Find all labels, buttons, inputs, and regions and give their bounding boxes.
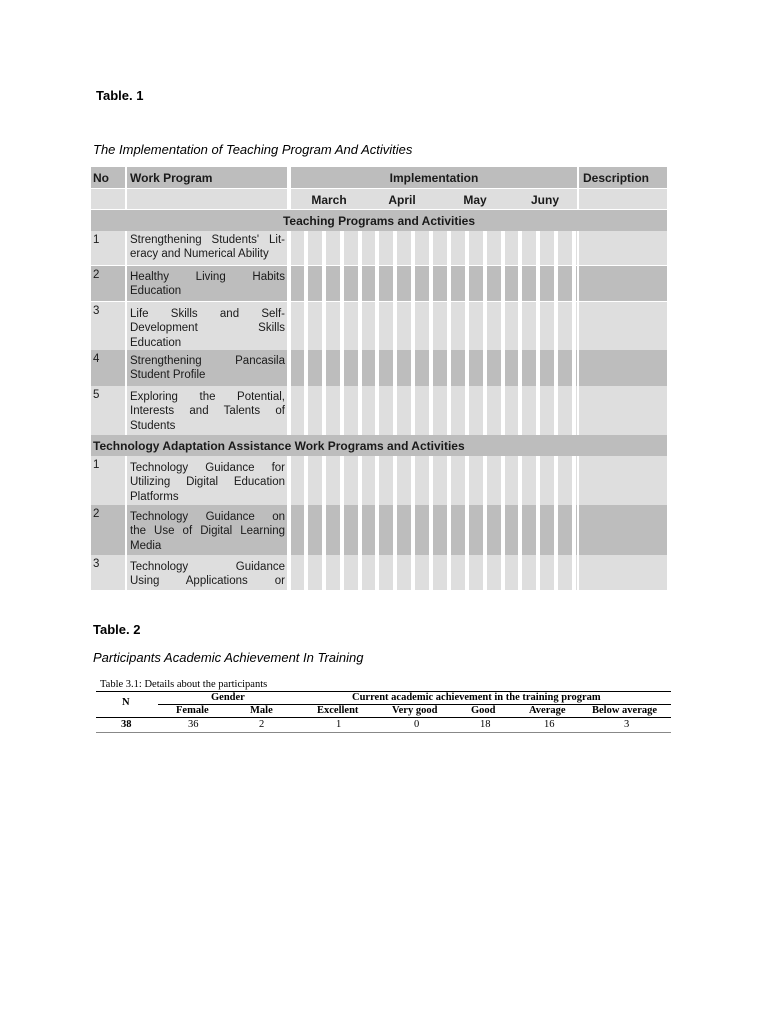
week-gap [429, 555, 433, 590]
week-gap [501, 231, 505, 265]
row-number: 3 [91, 302, 125, 350]
week-gap [358, 456, 362, 505]
week-gap [304, 386, 308, 435]
header-no: No [91, 167, 125, 188]
section-teaching-programs: Teaching Programs and Activities [91, 210, 667, 231]
week-gap [358, 505, 362, 555]
week-row-background [291, 302, 577, 350]
week-row-background [291, 386, 577, 435]
week-gap [411, 456, 415, 505]
header-good: Good [471, 705, 496, 716]
header-male: Male [250, 705, 273, 716]
row-number: 3 [91, 555, 125, 590]
work-program-line: Strengthening Pancasila [130, 355, 285, 367]
week-gap [429, 456, 433, 505]
week-gap [447, 555, 451, 590]
week-gap [358, 555, 362, 590]
week-gap [501, 386, 505, 435]
row-number: 2 [91, 266, 125, 301]
work-program-line: Life Skills and Self- [130, 308, 285, 320]
participants-table-title: Table 3.1: Details about the participants [100, 679, 268, 690]
week-gap [536, 302, 540, 350]
week-gap [358, 302, 362, 350]
week-gap [340, 302, 344, 350]
work-program-line: Student Profile [130, 369, 206, 382]
week-gap [572, 505, 576, 555]
month-april: April [367, 189, 437, 209]
implementation-table [91, 167, 667, 590]
week-gap [536, 350, 540, 386]
header-work-program-sub [127, 189, 287, 209]
work-program-line: Technology Guidance on [130, 511, 285, 523]
work-program-cell [127, 231, 287, 265]
week-gap [483, 505, 487, 555]
week-gap [536, 386, 540, 435]
week-gap [393, 386, 397, 435]
week-gap [465, 266, 469, 301]
week-gap [465, 505, 469, 555]
week-gap [411, 302, 415, 350]
week-gap [536, 231, 540, 265]
week-row-background [291, 350, 577, 386]
week-gap [483, 386, 487, 435]
value-n: 38 [121, 719, 132, 730]
table2-label: Table. 2 [93, 622, 141, 637]
table2-caption: Participants Academic Achievement In Training [93, 650, 364, 665]
month-juny: Juny [513, 189, 577, 209]
week-gap [554, 231, 558, 265]
week-gap [518, 350, 522, 386]
header-n: N [122, 697, 130, 708]
week-gap [304, 266, 308, 301]
week-gap [536, 505, 540, 555]
work-program-line: Platforms [130, 490, 179, 503]
week-gap [518, 266, 522, 301]
week-gap [501, 350, 505, 386]
work-program-line: Education [130, 336, 182, 349]
week-gap [536, 456, 540, 505]
work-program-line: Interests and Talents of [130, 405, 285, 418]
week-gap [572, 456, 576, 505]
week-gap [411, 386, 415, 435]
week-row-background [291, 456, 577, 505]
month-may: May [437, 189, 513, 209]
week-gap [465, 231, 469, 265]
week-gap [447, 350, 451, 386]
work-program-line: Utilizing Digital Education [130, 476, 285, 489]
week-gap [554, 456, 558, 505]
work-program-line: Exploring the Potential, [130, 391, 285, 403]
week-gap [572, 231, 576, 265]
week-gap [393, 456, 397, 505]
week-gap [393, 266, 397, 301]
work-program-line: Healthy Living Habits [130, 271, 285, 283]
row-number: 1 [91, 456, 125, 505]
week-row-background [291, 266, 577, 301]
week-gap [340, 231, 344, 265]
week-gap [483, 555, 487, 590]
value-very-good: 0 [414, 719, 420, 730]
week-gap [501, 302, 505, 350]
week-gap [304, 456, 308, 505]
week-gap [304, 350, 308, 386]
work-program-cell [127, 266, 287, 301]
week-gap [554, 302, 558, 350]
work-program-line: Education [130, 285, 182, 298]
week-gap [340, 456, 344, 505]
week-gap [572, 350, 576, 386]
week-gap [340, 386, 344, 435]
week-gap [518, 505, 522, 555]
value-excellent: 1 [336, 719, 342, 730]
bottom-rule [96, 732, 671, 733]
week-gap [375, 386, 379, 435]
week-gap [429, 231, 433, 265]
week-row-background [291, 231, 577, 265]
week-gap [447, 386, 451, 435]
work-program-line: Development Skills [130, 322, 285, 335]
week-gap [358, 231, 362, 265]
description-cell [579, 302, 667, 350]
week-gap [572, 302, 576, 350]
row-number: 5 [91, 386, 125, 435]
week-gap [322, 386, 326, 435]
description-cell [579, 386, 667, 435]
week-gap [429, 350, 433, 386]
week-gap [375, 505, 379, 555]
header-implementation: Implementation [291, 167, 577, 188]
week-gap [554, 505, 558, 555]
work-program-cell [127, 505, 287, 555]
week-gap [375, 555, 379, 590]
week-gap [465, 386, 469, 435]
work-program-line: Technology Guidance [130, 561, 285, 573]
week-gap [375, 456, 379, 505]
work-program-cell [127, 555, 287, 590]
week-gap [447, 505, 451, 555]
week-gap [572, 266, 576, 301]
header-description-sub [579, 189, 667, 209]
header-average: Average [529, 705, 566, 716]
work-program-cell [127, 386, 287, 435]
week-gap [411, 555, 415, 590]
week-gap [465, 350, 469, 386]
week-gap [501, 555, 505, 590]
week-gap [304, 231, 308, 265]
week-gap [375, 231, 379, 265]
week-gap [554, 555, 558, 590]
week-gap [447, 302, 451, 350]
week-gap [518, 231, 522, 265]
week-gap [358, 386, 362, 435]
week-gap [322, 302, 326, 350]
week-gap [322, 266, 326, 301]
table1-caption: The Implementation of Teaching Program And Activities [93, 142, 413, 157]
week-gap [375, 350, 379, 386]
header-achievement: Current academic achievement in the training program [352, 692, 601, 703]
header-rule [96, 717, 671, 718]
week-gap [304, 555, 308, 590]
value-good: 18 [480, 719, 491, 730]
week-gap [322, 505, 326, 555]
month-march: March [291, 189, 367, 209]
week-gap [375, 266, 379, 301]
week-gap [465, 555, 469, 590]
week-gap [518, 456, 522, 505]
table1-label: Table. 1 [96, 88, 144, 103]
row-number: 2 [91, 505, 125, 555]
work-program-line: Strengthening Students' Lit- [130, 234, 285, 246]
work-program-cell [127, 456, 287, 505]
week-gap [358, 350, 362, 386]
week-gap [447, 266, 451, 301]
week-gap [393, 505, 397, 555]
week-gap [518, 555, 522, 590]
week-gap [536, 266, 540, 301]
week-gap [429, 505, 433, 555]
header-excellent: Excellent [317, 705, 359, 716]
work-program-line: Media [130, 539, 162, 552]
week-gap [554, 350, 558, 386]
week-row-background [291, 555, 577, 590]
header-gender: Gender [211, 692, 245, 703]
week-gap [340, 505, 344, 555]
week-gap [554, 266, 558, 301]
week-gap [393, 231, 397, 265]
header-female: Female [176, 705, 209, 716]
description-cell [579, 456, 667, 505]
week-gap [447, 456, 451, 505]
week-gap [411, 505, 415, 555]
header-very-good: Very good [392, 705, 438, 716]
work-program-cell [127, 350, 287, 386]
week-gap [429, 266, 433, 301]
week-gap [554, 386, 558, 435]
work-program-line: Technology Guidance for [130, 462, 285, 474]
week-gap [429, 386, 433, 435]
description-cell [579, 350, 667, 386]
work-program-cell [127, 302, 287, 350]
week-gap [304, 505, 308, 555]
week-gap [340, 266, 344, 301]
week-gap [518, 302, 522, 350]
week-gap [483, 231, 487, 265]
week-gap [483, 266, 487, 301]
week-gap [340, 350, 344, 386]
week-gap [358, 266, 362, 301]
week-gap [465, 302, 469, 350]
week-gap [572, 555, 576, 590]
week-gap [447, 231, 451, 265]
header-work-program: Work Program [127, 167, 287, 188]
week-gap [483, 456, 487, 505]
description-cell [579, 266, 667, 301]
week-gap [340, 555, 344, 590]
participants-table [96, 679, 671, 735]
value-below-average: 3 [624, 719, 630, 730]
week-gap [483, 350, 487, 386]
row-number: 4 [91, 350, 125, 386]
header-no-sub [91, 189, 125, 209]
description-cell [579, 231, 667, 265]
week-gap [393, 555, 397, 590]
week-gap [501, 456, 505, 505]
week-gap [322, 350, 326, 386]
week-gap [375, 302, 379, 350]
week-gap [393, 350, 397, 386]
value-male: 2 [259, 719, 265, 730]
week-gap [411, 350, 415, 386]
week-gap [304, 302, 308, 350]
week-gap [322, 456, 326, 505]
work-program-line: Using Applications or [130, 575, 285, 588]
work-program-line: Students [130, 419, 176, 432]
week-gap [501, 505, 505, 555]
week-gap [411, 231, 415, 265]
week-gap [536, 555, 540, 590]
week-gap [483, 302, 487, 350]
value-average: 16 [544, 719, 555, 730]
week-gap [322, 231, 326, 265]
week-gap [518, 386, 522, 435]
work-program-line: eracy and Numerical Ability [130, 248, 269, 261]
description-cell [579, 505, 667, 555]
section-technology-adaptation: Technology Adaptation Assistance Work Programs and Activities [91, 435, 667, 456]
header-description: Description [579, 167, 667, 188]
week-gap [322, 555, 326, 590]
header-below-average: Below average [592, 705, 658, 716]
value-female: 36 [188, 719, 199, 730]
work-program-line: the Use of Digital Learning [130, 525, 285, 538]
week-gap [393, 302, 397, 350]
week-gap [411, 266, 415, 301]
description-cell [579, 555, 667, 590]
row-number: 1 [91, 231, 125, 265]
week-gap [465, 456, 469, 505]
week-gap [429, 302, 433, 350]
week-gap [572, 386, 576, 435]
week-row-background [291, 505, 577, 555]
week-gap [501, 266, 505, 301]
